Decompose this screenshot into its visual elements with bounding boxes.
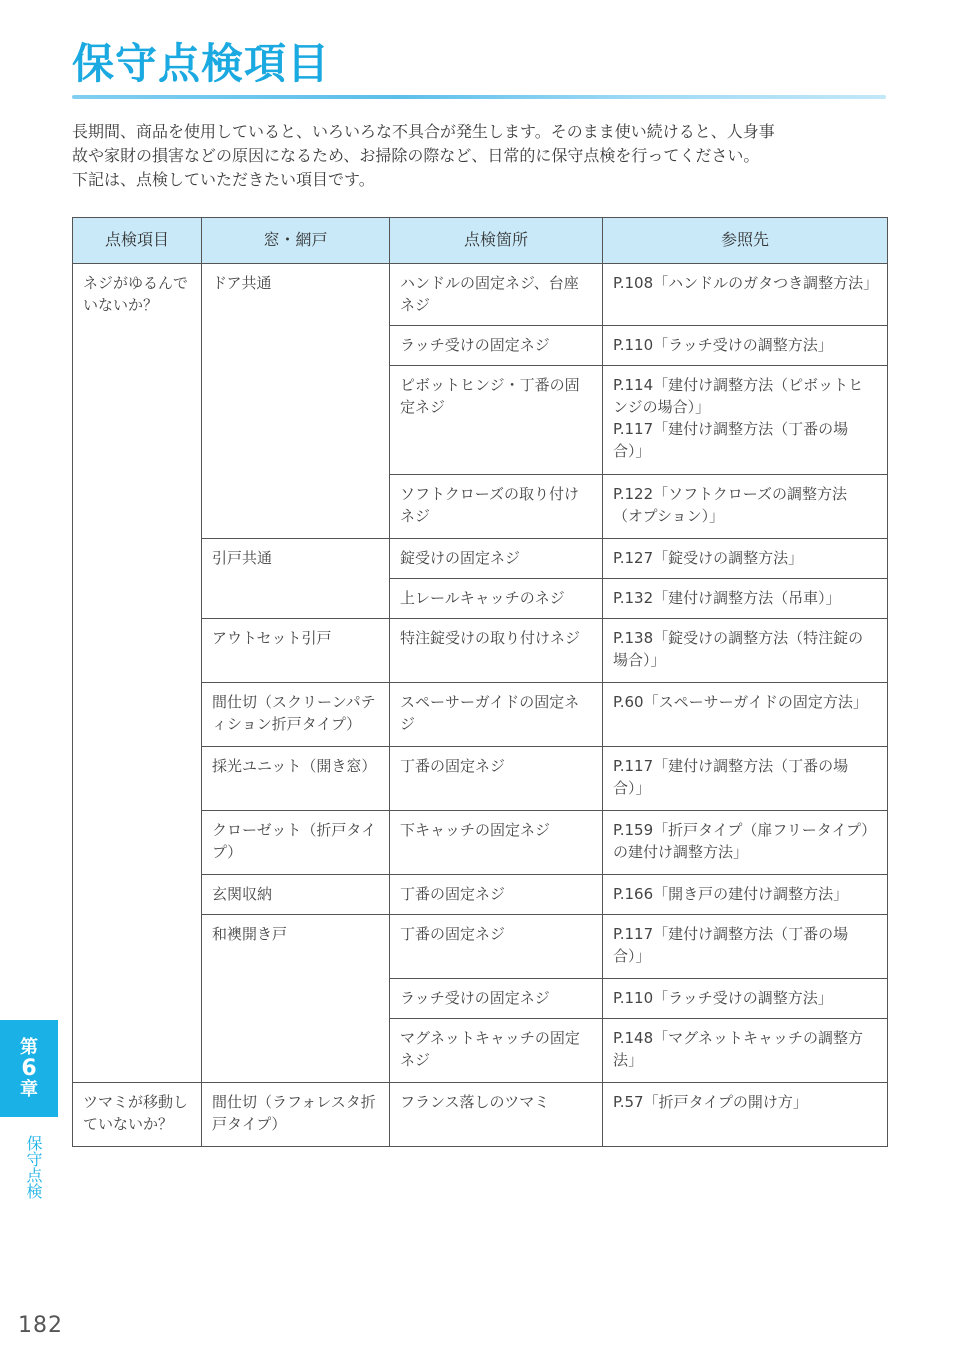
- intro-line: 下記は、点検していただきたい項目です。: [72, 170, 375, 189]
- location-cell: スペーサーガイドの固定ネジ: [390, 683, 603, 747]
- reference-cell: [603, 475, 888, 539]
- location-cell: ラッチ受けの固定ネジ: [390, 326, 603, 366]
- reference-cell: [603, 683, 888, 747]
- table-row: [73, 264, 888, 326]
- target-cell: クローゼット（折戸タイプ）: [202, 811, 390, 875]
- location-cell: ラッチ受けの固定ネジ: [390, 979, 603, 1019]
- page-title: 保守点検項目: [72, 39, 331, 88]
- chapter-suffix: 章: [20, 1078, 38, 1100]
- reference-cell: [603, 747, 888, 811]
- reference-link[interactable]: P.110「ラッチ受けの調整方法」: [613, 989, 833, 1007]
- reference-cell: [603, 539, 888, 579]
- reference-cell: [603, 619, 888, 683]
- table-row: [73, 1083, 888, 1147]
- location-cell: フランス落しのツマミ: [390, 1083, 603, 1147]
- reference-link[interactable]: P.60「スペーサーガイドの固定方法」: [613, 693, 868, 711]
- reference-link[interactable]: P.122「ソフトクローズの調整方法（オプション）」: [613, 485, 848, 525]
- reference-link[interactable]: P.166「開き戸の建付け調整方法」: [613, 885, 849, 903]
- reference-link[interactable]: P.132「建付け調整方法（吊車）」: [613, 589, 841, 607]
- reference-link[interactable]: P.148「マグネットキャッチの調整方法」: [613, 1029, 863, 1069]
- chapter-prefix: 第: [20, 1036, 38, 1058]
- target-cell: 間仕切（ラフォレスタ折戸タイプ）: [202, 1083, 390, 1147]
- reference-cell: [603, 979, 888, 1019]
- location-cell: マグネットキャッチの固定ネジ: [390, 1019, 603, 1083]
- reference-cell: [603, 1019, 888, 1083]
- reference-link[interactable]: P.127「錠受けの調整方法」: [613, 549, 804, 567]
- check-item-cell: ネジがゆるんでいないか？: [73, 264, 202, 1083]
- location-cell: ピボットヒンジ・丁番の固定ネジ: [390, 366, 603, 475]
- intro-line: 長期間、商品を使用していると、いろいろな不具合が発生します。そのまま使い続けると、人身事: [72, 122, 775, 141]
- reference-link[interactable]: P.114「建付け調整方法（ピボットヒンジの場合）」: [613, 376, 864, 416]
- location-cell: ソフトクローズの取り付けネジ: [390, 475, 603, 539]
- reference-link[interactable]: P.57「折戸タイプの開け方」: [613, 1093, 808, 1111]
- target-cell: アウトセット引戸: [202, 619, 390, 683]
- location-cell: ハンドルの固定ネジ、台座ネジ: [390, 264, 603, 326]
- location-cell: 丁番の固定ネジ: [390, 875, 603, 915]
- reference-link[interactable]: P.159「折戸タイプ（扉フリータイプ）の建付け調整方法」: [613, 821, 877, 861]
- reference-cell: [603, 326, 888, 366]
- section-side-label: 保守点検: [24, 1135, 43, 1199]
- reference-cell: [603, 811, 888, 875]
- title-underline: [72, 95, 886, 99]
- reference-link[interactable]: P.138「錠受けの調整方法（特注錠の場合）」: [613, 629, 864, 669]
- location-cell: 丁番の固定ネジ: [390, 747, 603, 811]
- reference-cell: [603, 875, 888, 915]
- target-cell: 採光ユニット（開き窓）: [202, 747, 390, 811]
- target-cell: 引戸共通: [202, 539, 390, 619]
- maintenance-table: [72, 217, 888, 1147]
- reference-cell: [603, 1083, 888, 1147]
- reference-cell: [603, 579, 888, 619]
- location-cell: 特注錠受けの取り付けネジ: [390, 619, 603, 683]
- location-cell: 錠受けの固定ネジ: [390, 539, 603, 579]
- target-cell: 和襖開き戸: [202, 915, 390, 1083]
- check-item-cell: ツマミが移動していないか？: [73, 1083, 202, 1147]
- location-cell: 上レールキャッチのネジ: [390, 579, 603, 619]
- reference-link[interactable]: P.117「建付け調整方法（丁番の場合）」: [613, 925, 849, 965]
- chapter-number: 6: [21, 1055, 37, 1081]
- table-header-row: [73, 218, 888, 264]
- page-number: 182: [18, 1313, 63, 1338]
- reference-cell: [603, 915, 888, 979]
- target-cell: ドア共通: [202, 264, 390, 539]
- reference-link[interactable]: P.117「建付け調整方法（丁番の場合）」: [613, 757, 849, 797]
- location-cell: 丁番の固定ネジ: [390, 915, 603, 979]
- intro-text: [72, 120, 892, 192]
- reference-link[interactable]: P.117「建付け調整方法（丁番の場合）」: [613, 420, 849, 460]
- target-cell: 玄関収納: [202, 875, 390, 915]
- chapter-tab[interactable]: [0, 1020, 58, 1117]
- location-cell: 下キャッチの固定ネジ: [390, 811, 603, 875]
- header-check-location: 点検箇所: [390, 218, 603, 264]
- header-reference: 参照先: [603, 218, 888, 264]
- reference-link[interactable]: P.110「ラッチ受けの調整方法」: [613, 336, 833, 354]
- intro-line: 故や家財の損害などの原因になるため、お掃除の際など、日常的に保守点検を行ってください。: [72, 146, 760, 165]
- reference-cell: [603, 264, 888, 326]
- target-cell: 間仕切（スクリーンパティション折戸タイプ）: [202, 683, 390, 747]
- reference-link[interactable]: P.108「ハンドルのガタつき調整方法」: [613, 274, 879, 292]
- header-check-item: 点検項目: [73, 218, 202, 264]
- reference-cell: [603, 366, 888, 475]
- header-window-screen: 窓・網戸: [202, 218, 390, 264]
